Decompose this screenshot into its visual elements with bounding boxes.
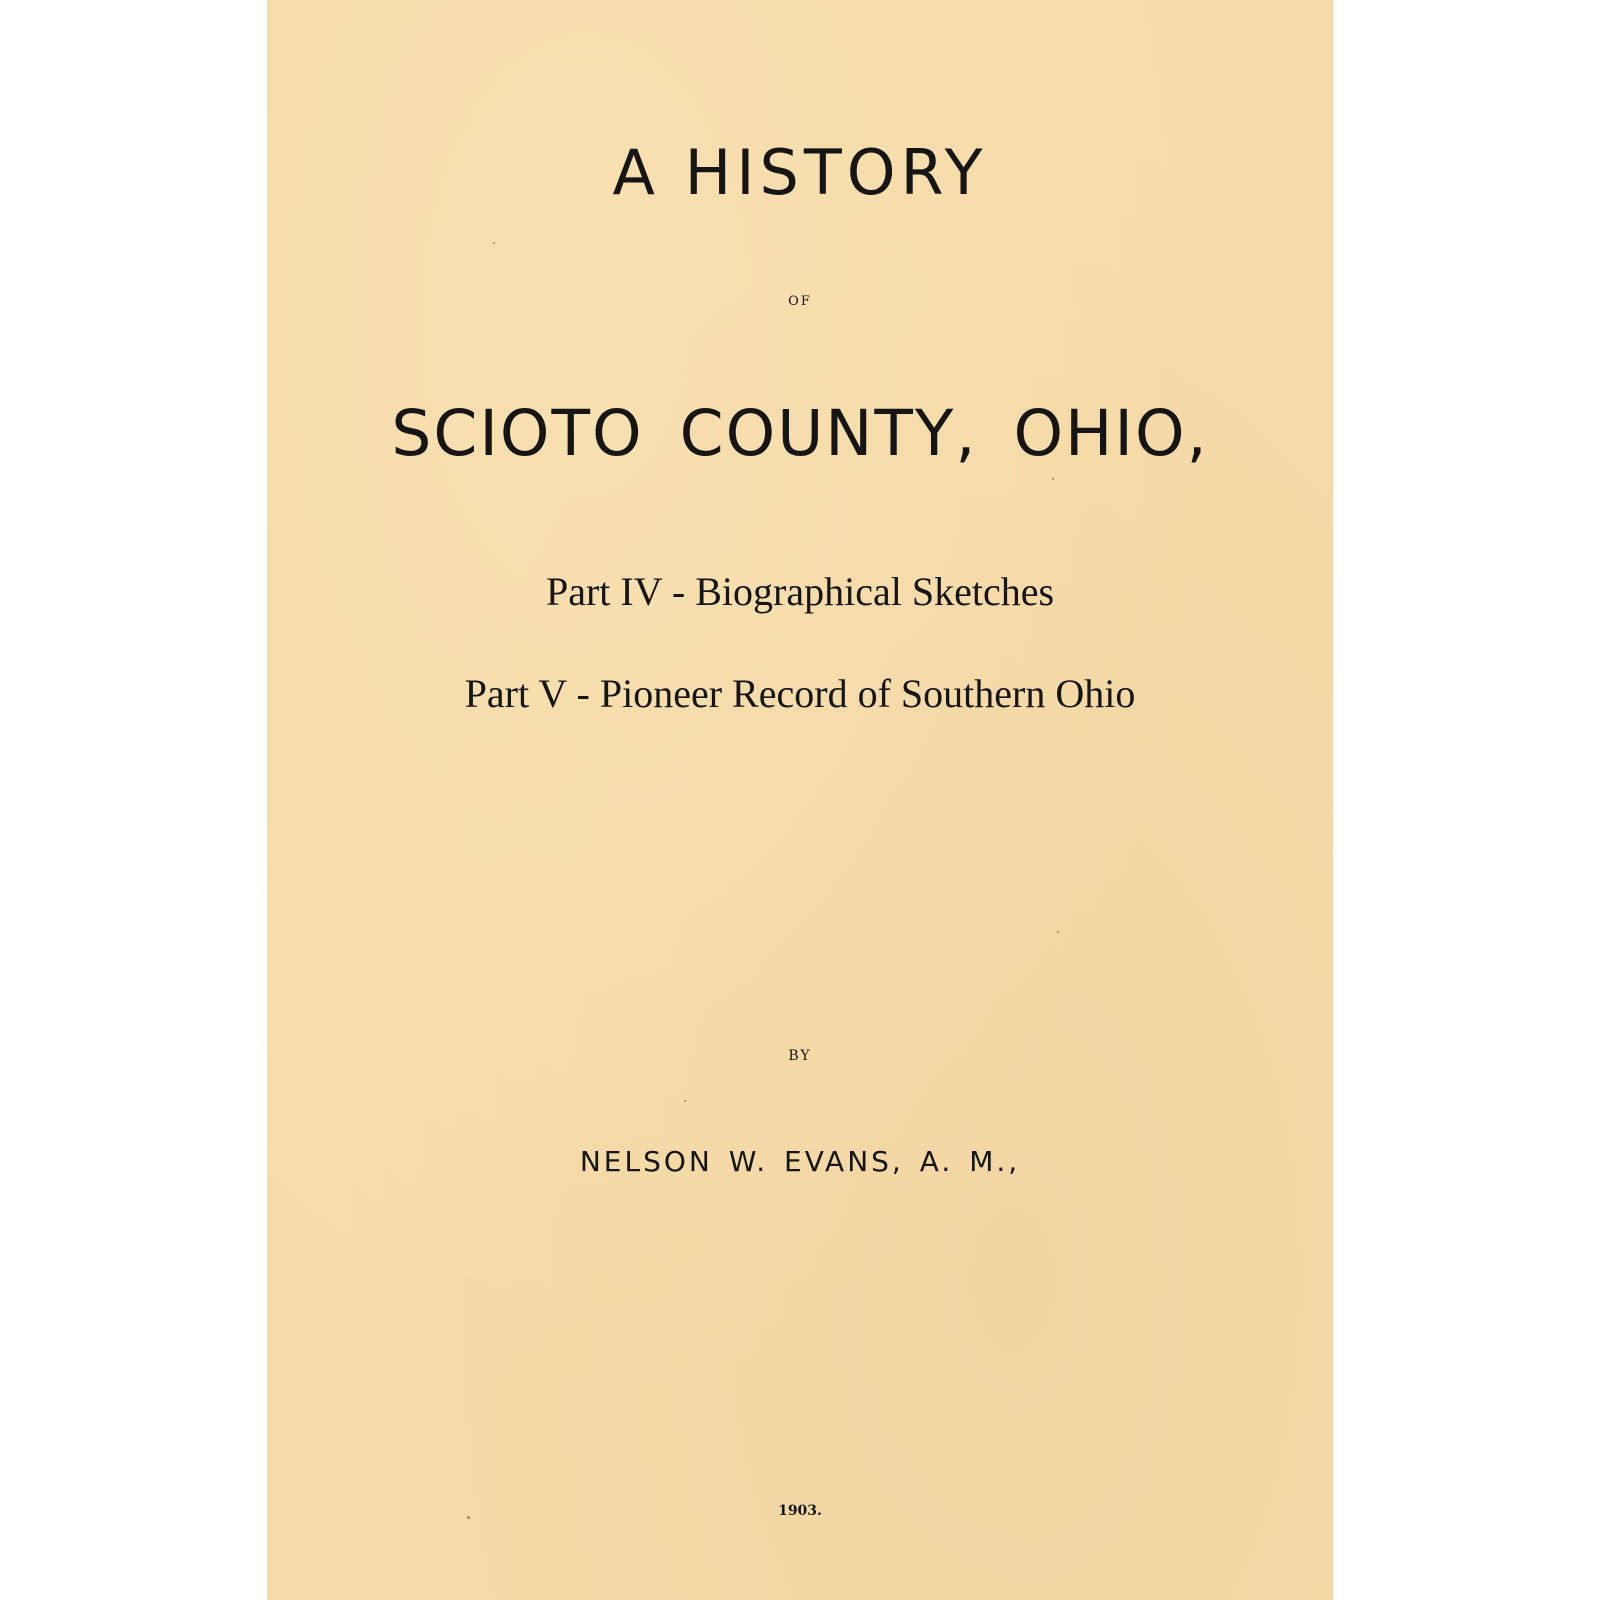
subtitle-part-iv: Part IV - Biographical Sketches [545, 569, 1055, 614]
book-title-line1: A HISTORY [612, 136, 988, 209]
paper-speck [467, 1516, 470, 1519]
book-title-of: OF [788, 294, 812, 309]
author-name: NELSON W. EVANS, A. M., [579, 1145, 1021, 1178]
title-page [267, 0, 1333, 1600]
paper-speck [1052, 478, 1054, 480]
paper-speck [684, 1100, 686, 1102]
book-title-line2: SCIOTO COUNTY, OHIO, [391, 397, 1209, 470]
subtitle-part-v: Part V - Pioneer Record of Southern Ohio [464, 671, 1136, 716]
paper-speck [493, 242, 495, 244]
publication-year: 1903. [778, 1503, 822, 1519]
byline-label: BY [788, 1048, 812, 1064]
paper-speck [1057, 931, 1059, 933]
